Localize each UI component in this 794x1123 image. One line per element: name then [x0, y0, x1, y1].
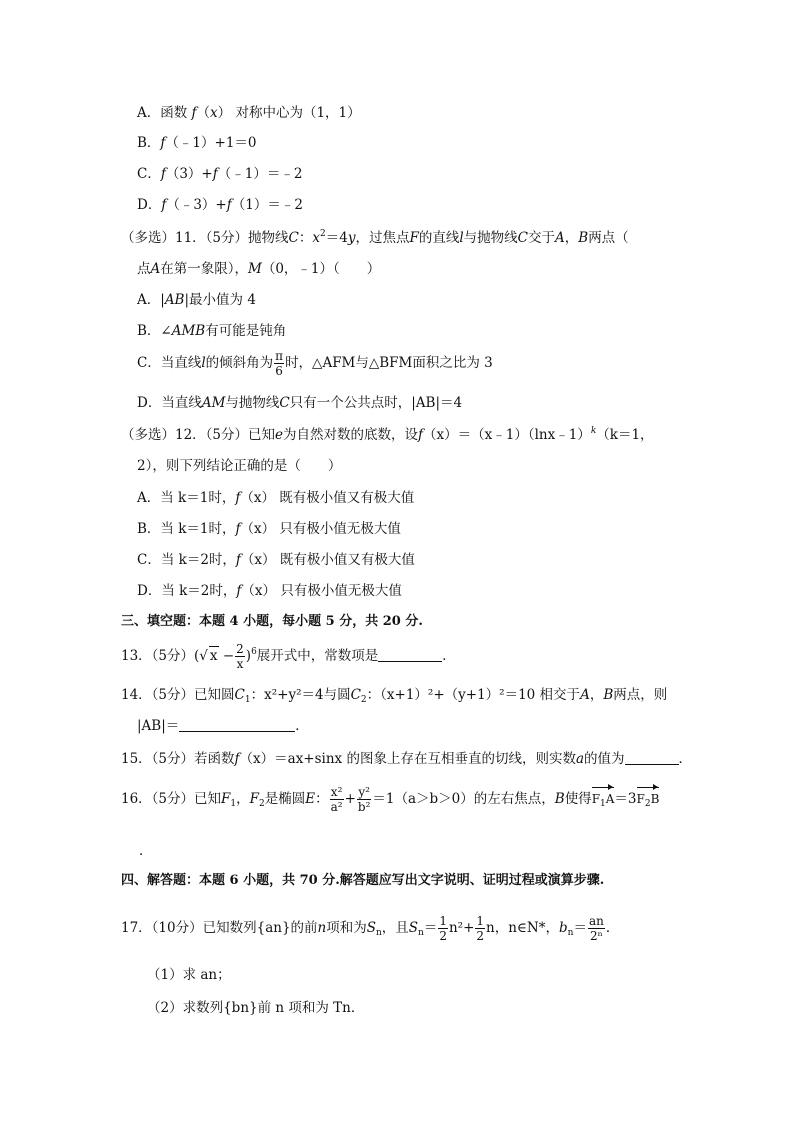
vector-f2b: $F_2B$: [637, 785, 660, 808]
q12-option-a: A．当 k＝1时，f（x） 既有极小值又有极大值: [137, 490, 415, 506]
section-3-heading: 三、填空题：本题 4 小题，每小题 5 分，共 20 分.: [121, 614, 423, 629]
q15-answer-blank[interactable]: [625, 752, 679, 765]
q14-line2: |AB|＝ ．: [137, 718, 309, 734]
q10-option-c: C．f（3）+f（﹣1）＝﹣2: [137, 166, 303, 182]
q11-option-b: B．∠AMB有可能是钝角: [137, 323, 287, 339]
q11-stem-line2: 点A在第一象限），M（0，﹣1）（ ）: [137, 261, 381, 277]
y2-over-b2-fraction: $\frac{\text{y²}}{\text{b²}}$: [357, 785, 371, 814]
section-4-heading: 四、解答题：本题 6 小题，共 70 分.解答题应写出文字说明、证明过程或演算步骤.: [121, 873, 605, 888]
q14-answer-blank[interactable]: [179, 719, 295, 732]
pi-over-6-fraction: $\frac{\pi}{6}$: [275, 349, 284, 378]
q12-option-b: B．当 k＝1时，f（x） 只有极小值无极大值: [137, 521, 401, 537]
one-half-fraction-2: $\frac{1}{2}$: [476, 914, 485, 943]
q16-line1: 16．（5分）已知$F_1$，$F_2$是椭圆E： $\frac{\text{x²}}{\text{a²}}$ + $\frac{\text{y²}}{\text{b²}}$ ＝1（a＞b＞0）的左右焦点，B使得$F_1A=3F_2B$: [121, 785, 660, 814]
two-over-x-fraction: $\frac{2}{x}$: [236, 642, 244, 671]
q13: 13．（5分）(√ x − $\frac{2}{x}$ )$^6$展开式中，常数项是 ．: [121, 642, 456, 671]
q11-option-a: A．|AB|最小值为 4: [137, 292, 256, 308]
q12-option-d: D．当 k＝2时，f（x） 只有极小值无极大值: [137, 583, 402, 599]
q17-stem: 17．（10分）已知数列{an}的前n项和为$S_n$，且$S_n=$ $\frac{1}{2}$ n²+ $\frac{1}{2}$ n，n∈N*，$b_n=$ $\frac{an}{\text{2ⁿ}}$ ．: [121, 914, 620, 943]
vector-f1a: $F_1A$: [592, 785, 615, 808]
q12-stem-line1: （多选）12．（5分）已知e为自然对数的底数，设f（x）＝（x﹣1）（lnx﹣1）$^k$（k＝1，: [121, 426, 654, 443]
q12-option-c: C．当 k＝2时，f（x） 既有极小值又有极大值: [137, 552, 415, 568]
q16-line2: ．: [139, 843, 153, 859]
q11-option-c: C．当直线l的倾斜角为 $\frac{\pi}{6}$ 时，△AFM与△BFM面积之比为 3: [137, 349, 493, 378]
q10-option-b: B．f（﹣1）+1＝0: [137, 135, 257, 151]
an-over-2n-fraction: $\frac{an}{\text{2ⁿ}}$: [588, 914, 604, 943]
q11-stem-line1: （多选）11．（5分）抛物线C：$x^2=4y$，过焦点F的直线l与抛物线C交于A，B两点（: [121, 229, 629, 246]
q10-option-a: A．函数 f（x） 对称中心为（1，1）: [137, 105, 361, 121]
q14-line1: 14．（5分）已知圆$C_1$：x²+y²＝4与圆$C_2$：（x+1）²+（y+1）²＝10 相交于A，B两点，则: [121, 687, 668, 705]
q13-answer-blank[interactable]: [378, 649, 442, 662]
q17-part-2: （2）求数列{bn}前 n 项和为 Tn．: [147, 1000, 365, 1016]
q12-stem-line2: 2），则下列结论正确的是（ ）: [137, 458, 342, 474]
q10-option-d: D．f（﹣3）+f（1）＝﹣2: [137, 197, 303, 213]
q17-part-1: （1）求 an；: [147, 967, 231, 983]
q11-option-d: D．当直线AM与抛物线C只有一个公共点时，|AB|＝4: [137, 395, 463, 411]
q15: 15．（5分）若函数f（x）＝ax+sinx 的图象上存在互相垂直的切线，则实数a的值为 ．: [121, 751, 693, 767]
x2-over-a2-fraction: $\frac{\text{x²}}{\text{a²}}$: [330, 785, 343, 814]
one-half-fraction: $\frac{1}{2}$: [439, 914, 447, 943]
